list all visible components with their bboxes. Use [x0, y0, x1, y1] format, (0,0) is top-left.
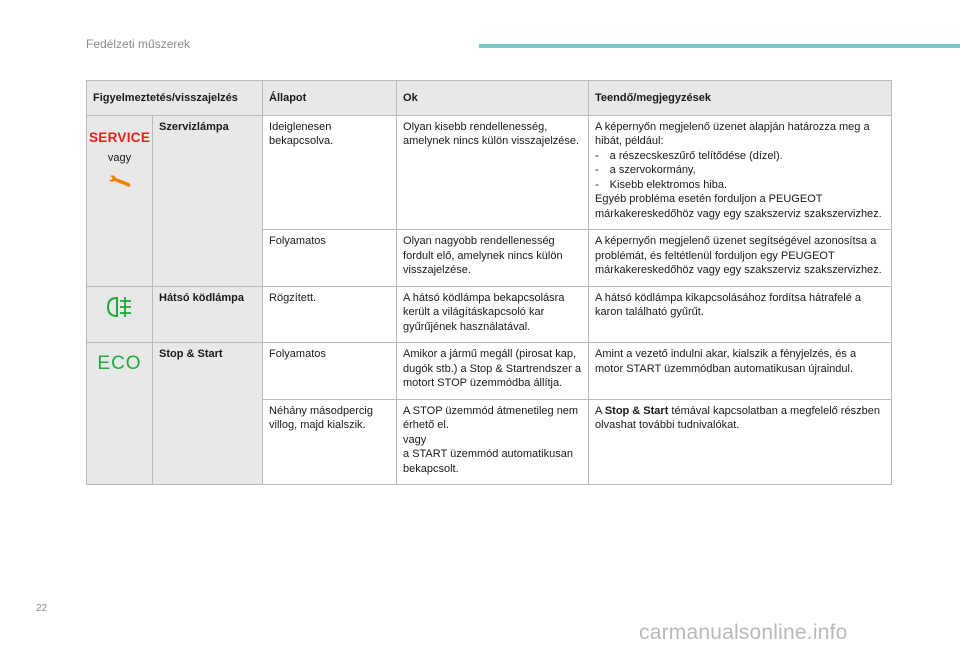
column-header-action: Teendő/megjegyzések [589, 81, 892, 116]
fog-action: A hátsó ködlámpa kikapcsolásához fordítsa hátrafelé a karon található gyűrűt. [589, 286, 892, 343]
fog-icon-cell [87, 286, 153, 343]
stop-start-action-reference [589, 399, 892, 485]
eco-icon: ECO [97, 353, 142, 374]
stop-start-name: Stop & Start [153, 343, 263, 485]
action-line: - a részecskeszűrő telítődése (dízel). [595, 149, 783, 162]
fog-state: Rögzített. [263, 286, 397, 343]
page-number: 22 [36, 603, 48, 614]
stop-start-state-blinking: Néhány másodpercig villog, majd kialszik. [263, 399, 397, 485]
column-header-cause: Ok [397, 81, 589, 116]
table-row [87, 115, 892, 230]
rear-fog-lamp-icon [105, 295, 135, 319]
action-text-pre: A [595, 404, 605, 417]
service-state-continuous: Folyamatos [263, 230, 397, 287]
service-action-major: A képernyőn megjelenő üzenet segítségével azonosítsa a problémát, és feltétlenül forduljon egy PEUGEOT márkakereskedőhöz vagy egy szakszerviz szakszervizhez. [589, 230, 892, 287]
table-row [87, 343, 892, 400]
service-warning-icon: SERVICE [89, 129, 151, 145]
stop-start-reference: Stop & Start [604, 404, 669, 417]
action-line: A képernyőn megjelenő üzenet alapján határozza meg a hibát, például: [595, 120, 870, 147]
eco-icon-cell [87, 343, 153, 485]
action-line: - a szervokormány, [595, 164, 696, 176]
section-accent-bar [479, 44, 960, 48]
service-cause-major: Olyan nagyobb rendellenesség fordult elő, amelynek nincs külön visszajelzése. [397, 230, 589, 287]
column-header-state: Állapot [263, 81, 397, 116]
section-title: Fedélzeti műszerek [86, 37, 191, 51]
wrench-icon [108, 174, 132, 188]
service-action-minor [589, 115, 892, 230]
action-line: Egyéb probléma esetén forduljon a PEUGEOT márkakereskedőhöz vagy egy szakszerviz szakszervizhez. [595, 193, 882, 220]
column-header-warning: Figyelmeztetés/visszajelzés [87, 81, 263, 116]
stop-start-state-continuous: Folyamatos [263, 343, 397, 400]
watermark: carmanualsonline.info [639, 621, 848, 644]
action-line: - Kisebb elektromos hiba. [595, 178, 728, 191]
service-lamp-name: Szervizlámpa [153, 115, 263, 286]
table-header-row [87, 81, 892, 116]
service-state-temporary: Ideiglenesen bekapcsolva. [263, 115, 397, 230]
table-row [87, 286, 892, 343]
or-label: vagy [107, 152, 132, 164]
stop-start-cause-unavailable: A STOP üzemmód átmenetileg nem érhető el. vagy a START üzemmód automatikusan bekapcsolt. [397, 399, 589, 485]
fog-lamp-name: Hátsó ködlámpa [153, 286, 263, 343]
stop-start-cause-stop: Amikor a jármű megáll (pirosat kap, dugók stb.) a Stop & Startrendszer a motort STOP üzemmódba állítja. [397, 343, 589, 400]
service-icon-cell [87, 115, 153, 286]
action-text-post: témával kapcsolatban a megfelelő részben olvashat további tudnivalókat. [595, 404, 880, 431]
fog-cause: A hátsó ködlámpa bekapcsolásra került a világításkapcsoló kar gyűrűjének használatával. [397, 286, 589, 343]
warning-lamp-table [86, 80, 892, 485]
service-cause-minor: Olyan kisebb rendellenesség, amelynek nincs külön visszajelzése. [397, 115, 589, 230]
stop-start-action-restart: Amint a vezető indulni akar, kialszik a fényjelzés, és a motor START üzemmódban automatikusan újraindul. [589, 343, 892, 400]
